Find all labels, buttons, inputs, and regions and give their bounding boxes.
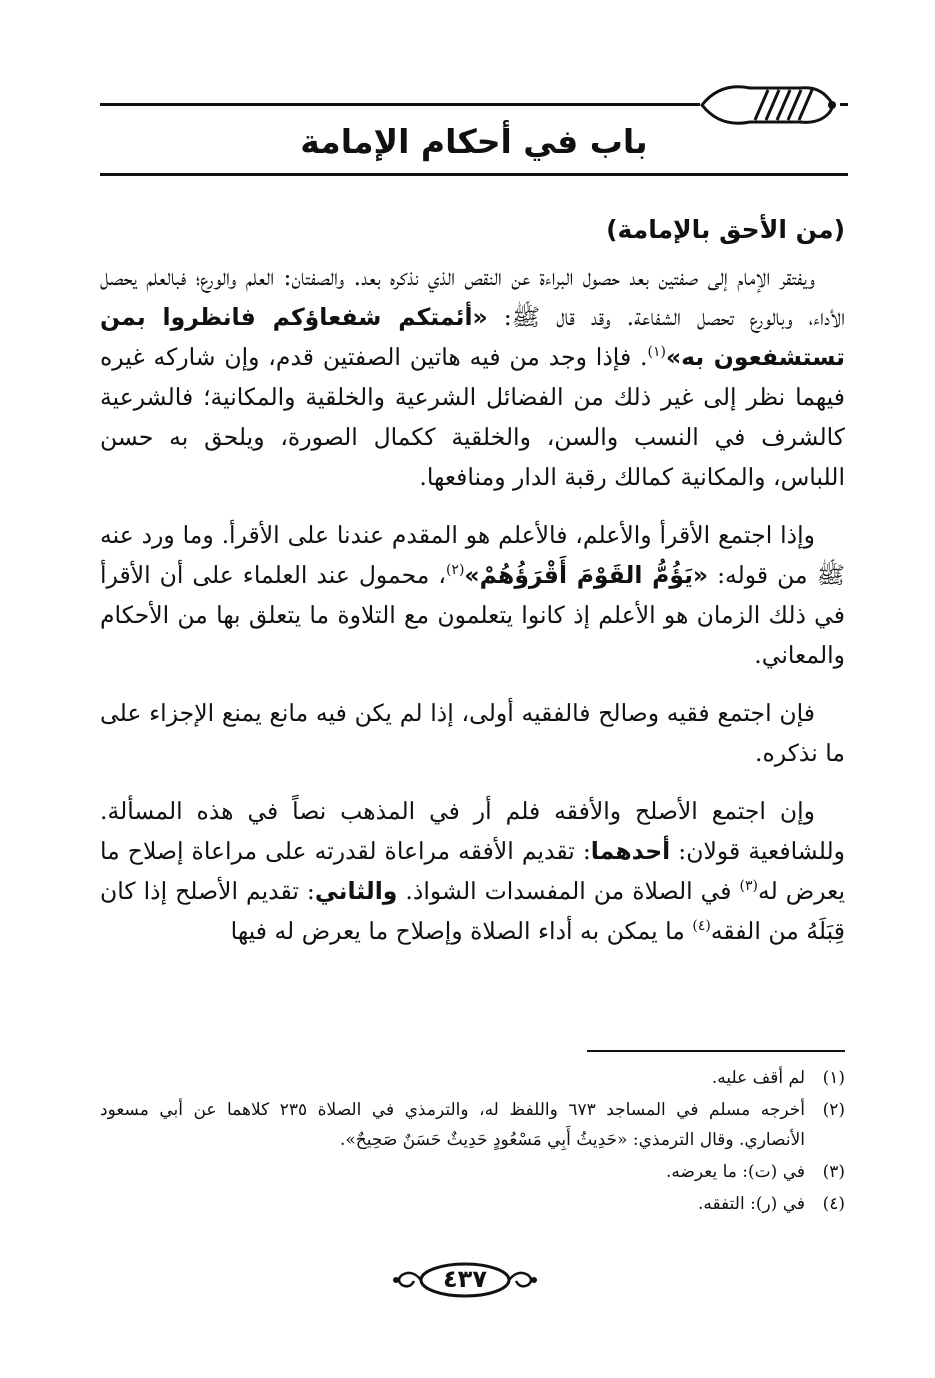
second-opinion-label: والثاني: [314, 877, 398, 905]
paragraph-3: فإن اجتمع فقيه وصالح فالفقيه أولى، إذا لم يكن فيه مانع يمنع الإجزاء على ما نذكره.: [100, 699, 845, 767]
page-number: ٤٣٧: [443, 1265, 487, 1293]
paragraph-2-text-b: ، محمول عند العلماء على أن الأقرأ في ذلك الزمان هو الأعلم إذ كانوا يتعلمون مع التلاوة ما يتعلق بها من الأحكام والمعاني.: [100, 561, 845, 669]
footnote-text: في (ت): ما يعرضه.: [665, 1162, 805, 1182]
footnote-separator: [587, 1050, 845, 1052]
footnote-ref-1[interactable]: (١): [647, 344, 666, 361]
footnote-ref-4[interactable]: (٤): [692, 918, 711, 935]
footnotes: [100, 1063, 845, 1221]
paragraph-1-text-a: ويفتقر الإمام إلى صفتين بعد حصول البراءة عن النقص الذي نذكره بعد. والصفتان: العلم والورع؛ فبالعلم يحصل الأداء، وبالورع تحصل الشفاعة. وقد قال ﷺ:: [100, 263, 846, 331]
paragraph-2-text-a: وإذا اجتمع الأقرأ والأعلم، فالأعلم هو المقدم عندنا على الأقرأ. وما ورد عنه ﷺ من قوله:: [100, 521, 845, 589]
paragraph-2: [100, 515, 845, 675]
footnote-number: (٤): [822, 1194, 845, 1214]
paragraph-4-text-a: وإن اجتمع الأصلح والأفقه فلم أر في المذهب نصاً في هذه المسألة. وللشافعية قولان:: [100, 797, 845, 865]
paragraph-4-text-c: في الصلاة من المفسدات الشواذ.: [397, 877, 740, 905]
chapter-title: باب في أحكام الإمامة: [300, 122, 648, 161]
footnote-item: [100, 1189, 845, 1219]
paragraph-4-text-d: : تقديم الأصلح إذا كان قِبَلَهُ من الفقه: [100, 877, 845, 945]
page-number-block: [390, 1255, 540, 1305]
footnote-item: [100, 1063, 845, 1093]
title-underline: [100, 173, 848, 176]
header-rule: [100, 103, 700, 106]
section-heading: (من الأحق بالإمامة): [606, 215, 845, 244]
paragraph-4-text-e: ما يمكن به أداء الصلاة وإصلاح ما يعرض له فيها: [230, 917, 693, 945]
footnote-item: [100, 1095, 845, 1155]
footnote-ref-3[interactable]: (٣): [739, 878, 758, 895]
footnote-text: في (ر): التفقه.: [697, 1194, 805, 1214]
hadith-quote-2: «يَؤُمُّ القَوْمَ أَقْرَؤُهُمْ»: [464, 561, 709, 589]
paragraph-4: [100, 791, 845, 951]
paragraph-1-text-b: . فإذا وجد من فيه هاتين الصفتين قدم، وإن شاركه غيره فيهما نظر إلى غير ذلك من الفضائل الشرعية والخلقية والمكانية؛ فالشرعية كالشرف في النسب والسن، والخلقية ككمال الصورة، ويلحق به حسن اللباس، والمكانية كمالك رقبة الدار ومنافعها.: [100, 343, 845, 491]
footnote-number: (٣): [822, 1162, 845, 1182]
paragraph-1: [100, 257, 845, 497]
first-opinion-label: أحدهما: [590, 837, 671, 865]
footnote-number: (١): [822, 1068, 845, 1088]
hadith-quote-1: «أئمتكم شفعاؤكم فانظروا بمن تستشفعون به»: [100, 303, 845, 371]
main-text: [100, 205, 845, 969]
footnote-text: أخرجه مسلم في المساجد ٦٧٣ واللفظ له، والترمذي في الصلاة ٢٣٥ كلاهما عن أبي مسعود الأنصاري. وقال الترمذي: «حَدِيثُ أَبِي مَسْعُودٍ حَدِيثٌ حَسَنٌ صَحِيحٌ».: [100, 1100, 805, 1150]
footnote-ref-2[interactable]: (٢): [445, 562, 465, 579]
paragraph-4-text-b: : تقديم الأفقه مراعاة لقدرته على مراعاة إصلاح ما يعرض له: [100, 837, 845, 905]
footnote-number: (٢): [822, 1100, 845, 1120]
footnote-item: [100, 1157, 845, 1187]
header-rule-end: [840, 103, 848, 106]
footnote-text: لم أقف عليه.: [711, 1068, 805, 1088]
